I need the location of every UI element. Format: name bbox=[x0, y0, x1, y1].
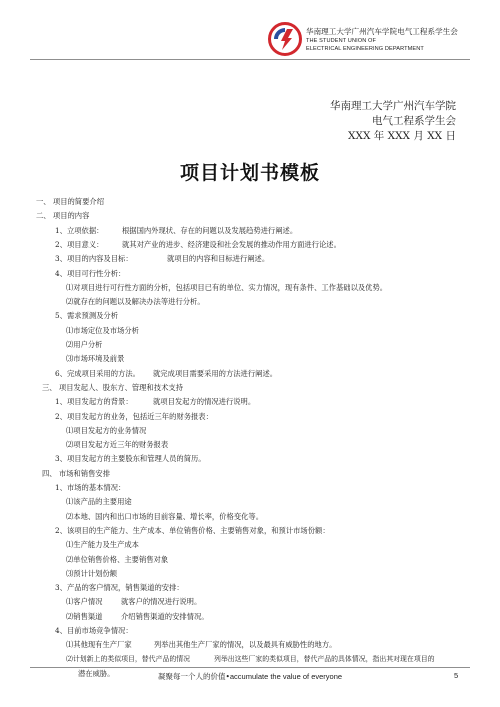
outline-line: ⑵本地、国内和出口市场的目前容量、增长率，价格变化等。 bbox=[66, 511, 264, 521]
outline-line: ⑵用户分析 bbox=[66, 340, 103, 349]
outline-line: ⑵销售渠道 介绍销售渠道的安排情况。 bbox=[66, 611, 209, 621]
student-union-logo bbox=[268, 22, 302, 56]
outline-line: 四、 市场和销售安排 bbox=[42, 468, 110, 478]
outline-line: ⑴其他现有生产厂家 列举出其他生产厂家的情况，以及最具有威胁性的地方。 bbox=[66, 640, 337, 650]
org-name-en-line1: THE STUDENT UNION OF bbox=[306, 38, 376, 44]
outline-line: 1、立项依据： 根据国内外现状、存在的问题以及发展趋势进行阐述。 bbox=[55, 225, 298, 235]
outline-line: 4、目前市场竞争情况： bbox=[55, 626, 133, 635]
outline-line: ⑵计划新上的类似项目，替代产品的情况 列举出这些厂家的类似项目，替代产品的具体情况，指出其对现在项目的 bbox=[66, 654, 435, 663]
outline-line: 2、项目发起方的业务，包括近三年的财务报表： bbox=[55, 411, 213, 421]
letterhead bbox=[0, 0, 500, 62]
outline-line: 潜在威胁。 bbox=[78, 668, 115, 678]
outline-line: ⑶预计计划份额 bbox=[66, 568, 118, 578]
address-union: 电气工程系学生会 bbox=[372, 115, 456, 127]
outline-line: 3、产品的客户情况，销售渠道的安排： bbox=[55, 583, 184, 593]
outline-line: ⑴市场定位及市场分析 bbox=[66, 325, 139, 335]
outline-line: ⑴客户情况 就客户的情况进行说明。 bbox=[66, 597, 202, 607]
org-name-en-line2: ELECTRICAL ENGINEERING DEPARTMENT bbox=[306, 45, 424, 52]
address-school: 华南理工大学广州汽车学院 bbox=[330, 100, 456, 112]
outline-line: 4、项目可行性分析： bbox=[55, 268, 126, 278]
outline-line: ⑵就存在的问题以及解决办法等进行分析。 bbox=[66, 297, 205, 307]
outline-line: 一、 项目的简要介绍 bbox=[36, 197, 104, 206]
header-divider bbox=[30, 59, 470, 60]
outline-line: ⑵单位销售价格、主要销售对象 bbox=[66, 554, 169, 564]
outline-line: 1、项目发起方的背景： 就项目发起方的情况进行说明。 bbox=[55, 397, 256, 407]
outline-line: 二、 项目的内容 bbox=[36, 211, 90, 221]
outline-line: 2、该项目的生产能力、生产成本、单位销售价格、主要销售对象，和预计市场份额： bbox=[55, 525, 330, 535]
outline-line: 5、需求预测及分析 bbox=[55, 311, 119, 321]
outline-line: 2、项目意义： 就其对产业的进步、经济建设和社会发展的推动作用方面进行论述。 bbox=[55, 239, 341, 249]
outline-line: 1、市场的基本情况： bbox=[55, 483, 126, 492]
page-number: 5 bbox=[454, 671, 459, 680]
outline-line: 3、项目发起方的主要股东和管理人员的简历。 bbox=[55, 454, 206, 464]
outline-line: 3、项目的内容及目标： 就项目的内容和目标进行阐述。 bbox=[55, 254, 270, 264]
outline-line: ⑵项目发起方近三年的财务报表 bbox=[66, 440, 169, 450]
address-date: XXX 年 XXX 月 XX 日 bbox=[348, 130, 456, 142]
outline-line: ⑴该产品的主要用途 bbox=[66, 497, 132, 507]
page-title: 项目计划书模板 bbox=[179, 162, 320, 184]
org-name-cn: 华南理工大学广州汽车学院电气工程系学生会 bbox=[306, 27, 458, 36]
footer-slogan: 凝聚每一个人的价值•accumulate the value of everyone bbox=[157, 672, 343, 681]
outline-line: ⑴项目发起方的业务情况 bbox=[66, 425, 147, 435]
outline-line: ⑶市场环境及前景 bbox=[66, 354, 125, 364]
outline-line: 6、完成项目采用的方法。 就完成项目需要采用的方法进行阐述。 bbox=[55, 368, 278, 378]
footer-divider bbox=[30, 667, 470, 668]
outline-line: 三、 项目发起人、股东方、管理和技术支持 bbox=[42, 382, 183, 392]
outline-line: ⑴对项目进行可行性方面的分析，包括项目已有的单位、实力情况，现有条件、工作基础以及优势。 bbox=[66, 282, 388, 292]
outline-line: ⑴生产能力及生产成本 bbox=[66, 540, 139, 550]
